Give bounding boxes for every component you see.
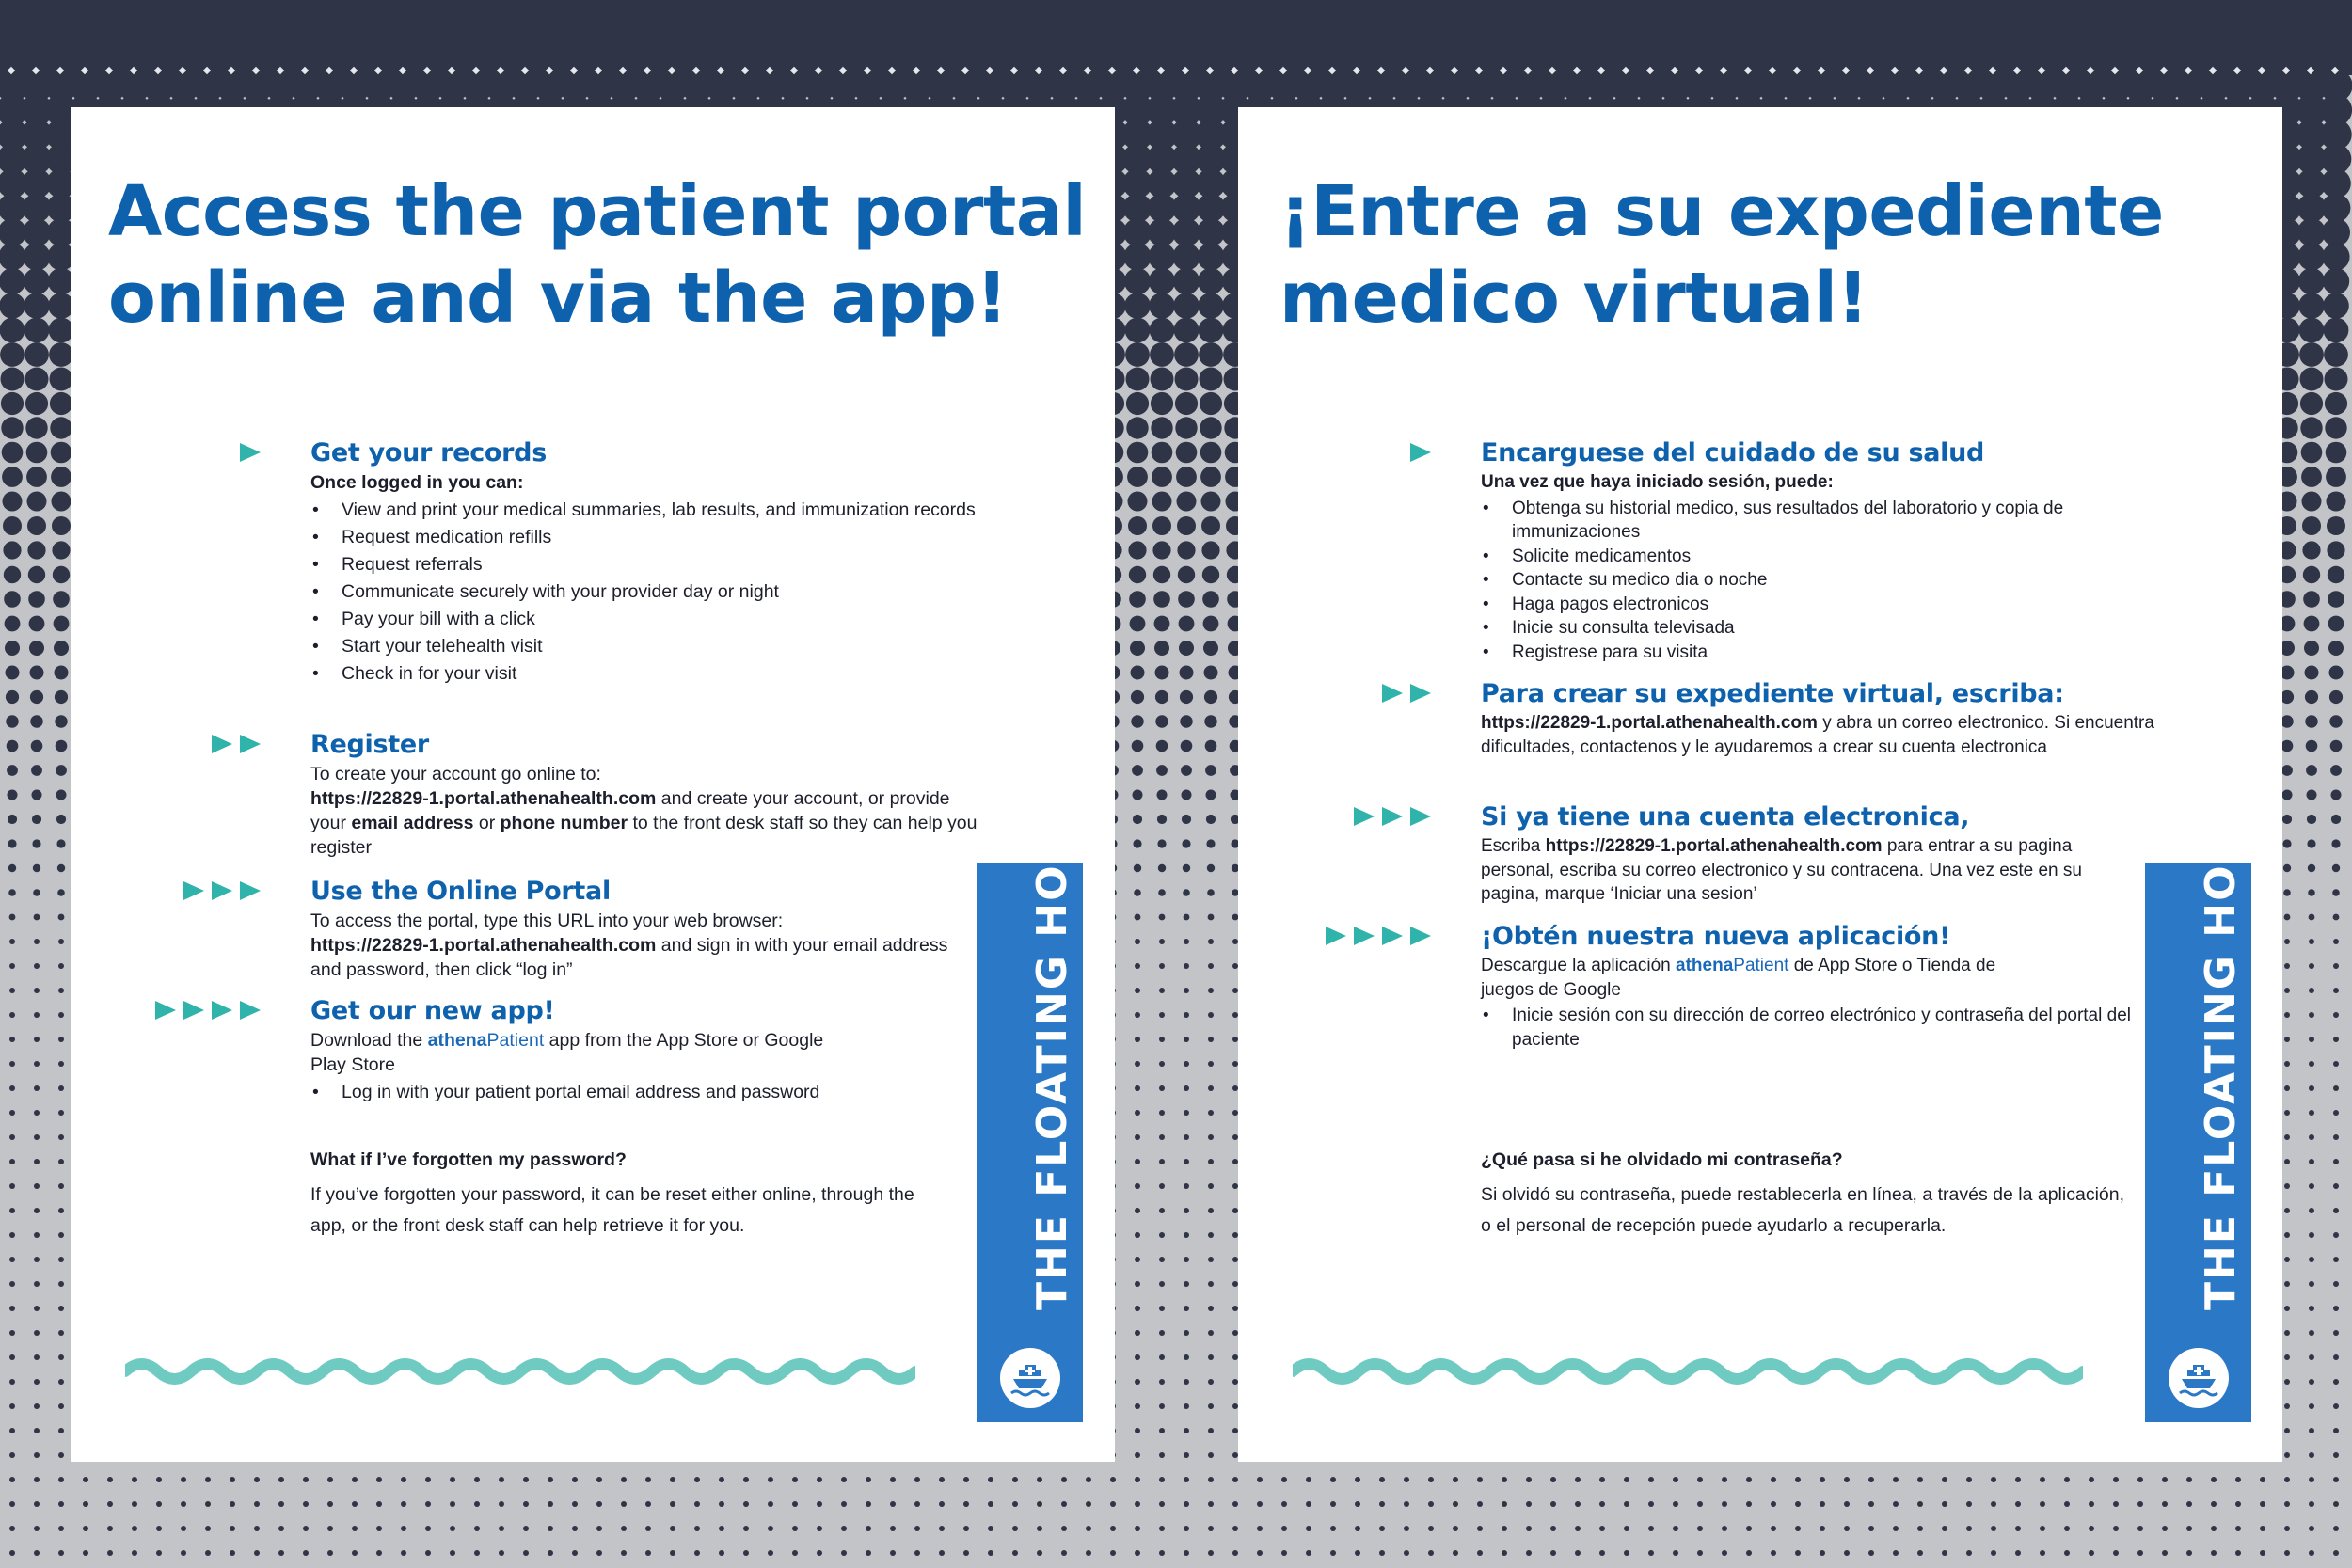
section-body: [310, 470, 988, 688]
faq-question: What if I’ve forgotten my password?: [310, 1149, 627, 1170]
arrow-icon: [240, 881, 261, 900]
arrow-marker: [1410, 436, 1431, 468]
list-item: • Request referrals: [310, 551, 988, 578]
list-item: • Check in for your visit: [310, 660, 988, 688]
arrow-icon: [1410, 684, 1431, 703]
section-body: [1481, 954, 2008, 1002]
app-text-post: de App Store o Tienda de juegos de Google: [1481, 956, 1996, 1000]
section-body: [310, 909, 960, 982]
arrow-icon: [1410, 443, 1431, 462]
arrow-marker: [212, 728, 261, 760]
portal-line-1: To access the portal, type this URL into your web browser:: [310, 911, 784, 931]
arrow-icon: [240, 735, 261, 753]
email-address-text: email address: [351, 813, 474, 833]
register-text-end: to the front desk staff so they can help you register: [310, 813, 977, 858]
arrow-icon: [1326, 927, 1346, 945]
arrow-icon: [1382, 684, 1403, 703]
section-body: [1481, 470, 2177, 664]
athena-patient-brand: [428, 1030, 545, 1051]
section-body: [1481, 834, 2139, 907]
app-list: [1481, 1004, 2158, 1052]
arrow-marker: [155, 994, 261, 1026]
section-heading: Encarguese del cuidado de su salud: [1481, 438, 1985, 467]
section-heading: Para crear su expediente virtual, escriba:: [1481, 679, 2064, 708]
create-paragraph: [1481, 711, 2177, 759]
section-health: [1481, 436, 2177, 664]
faq-answer: If you’ve forgotten your password, it can be reset either online, through the app, or the front desk staff can help retrieve it for you.: [310, 1184, 914, 1236]
app-text-pre: Download the: [310, 1030, 428, 1051]
list-item: • Solicite medicamentos: [1481, 545, 2177, 569]
section-online-portal: [310, 875, 1025, 982]
arrow-marker: [1326, 920, 1431, 952]
ship-logo-icon: [1000, 1348, 1060, 1408]
arrow-icon: [240, 443, 261, 462]
section-new-app: [310, 994, 988, 1106]
list-item: • Log in with your patient portal email address and password: [310, 1079, 988, 1106]
register-or: or: [473, 813, 501, 833]
section-heading: Get our new app!: [310, 996, 555, 1025]
wave-decoration: [1293, 1353, 2083, 1390]
list-item: • Inicie sesión con su dirección de correo electrónico y contraseña del portal del paciente: [1481, 1004, 2158, 1052]
section-intro: Una vez que haya iniciado sesión, puede:: [1481, 472, 1834, 492]
section-register: [310, 728, 988, 860]
list-item: • Communicate securely with your provider day or night: [310, 578, 988, 606]
arrow-icon: [155, 1001, 176, 1020]
section-heading: ¡Obtén nuestra nueva aplicación!: [1481, 922, 1951, 951]
faq-password: [310, 1146, 988, 1242]
account-text: para entrar a su pagina personal, escriba su correo electronico y su contracena. Una vez este en su pagina, marque ‘Iniciar una sesion’: [1481, 836, 2082, 904]
arrow-icon: [1410, 807, 1431, 826]
list-item: • Pay your bill with a click: [310, 606, 988, 633]
brand-name: THE FLOATING HOSPITAL: [1028, 693, 1076, 1310]
section-body: [310, 1028, 837, 1077]
account-text-pre: Escriba: [1481, 836, 1546, 856]
register-line-1: To create your account go online to:: [310, 764, 601, 784]
list-item: • View and print your medical summaries, lab results, and immunization records: [310, 497, 988, 524]
app-text-post: app from the App Store or Google Play Store: [310, 1030, 824, 1075]
section-body: [1481, 711, 2177, 759]
brand-patient: Patient: [486, 1030, 545, 1051]
arrow-icon: [1354, 927, 1375, 945]
athena-patient-brand: [1676, 956, 1788, 975]
faq-question: ¿Qué pasa si he olvidado mi contraseña?: [1481, 1149, 1843, 1170]
arrow-icon: [1410, 927, 1431, 945]
portal-url[interactable]: https://22829-1.portal.athenahealth.com: [310, 788, 657, 809]
floating-hospital-banner: [2145, 693, 2251, 1422]
app-paragraph: [310, 1028, 837, 1077]
portal-url[interactable]: https://22829-1.portal.athenahealth.com: [310, 935, 657, 956]
faq-password: [1481, 1146, 2158, 1242]
section-heading: Use the Online Portal: [310, 877, 611, 906]
section-existing-account: [1481, 800, 2139, 907]
section-heading: Get your records: [310, 438, 547, 467]
account-paragraph: [1481, 834, 2139, 907]
arrow-icon: [1354, 807, 1375, 826]
list-item: • Obtenga su historial medico, sus resultados del laboratorio y copia de immunizaciones: [1481, 497, 2177, 545]
arrow-marker: [183, 875, 261, 907]
brand-name: THE FLOATING HOSPITAL: [2197, 693, 2245, 1310]
brand-athena: athena: [427, 1030, 487, 1051]
arrow-icon: [1382, 927, 1403, 945]
floating-hospital-banner: [977, 693, 1083, 1422]
arrow-icon: [183, 1001, 204, 1020]
title-line-2: online and via the app!: [108, 258, 1008, 339]
title-line-1: Access the patient portal: [108, 171, 1087, 252]
app-paragraph: [1481, 954, 2008, 1002]
wave-decoration: [125, 1353, 915, 1390]
portal-url[interactable]: https://22829-1.portal.athenahealth.com: [1481, 713, 1818, 733]
brand-patient: Patient: [1733, 956, 1789, 975]
app-text-pre: Descargue la aplicación: [1481, 956, 1677, 975]
faq-answer: Si olvidó su contraseña, puede restablecerla en línea, a través de la aplicación, o el personal de recepción puede ayudarlo a recuperarla.: [1481, 1184, 2125, 1236]
list-item: • Inicie su consulta televisada: [1481, 616, 2177, 641]
health-list: [1481, 497, 2177, 665]
title-line-1: ¡Entre a su expediente: [1279, 171, 2164, 252]
page-title: [108, 168, 1086, 341]
arrow-marker: [1382, 677, 1431, 709]
create-text: y abra un correo electronico. Si encuentra dificultades, contactenos y le ayudaremos a crear su cuenta electronica: [1481, 713, 2154, 757]
list-item: • Contacte su medico dia o noche: [1481, 568, 2177, 593]
list-item: • Registrese para su visita: [1481, 641, 2177, 665]
arrow-icon: [240, 1001, 261, 1020]
spanish-flyer: [1238, 107, 2282, 1462]
page-title: [1279, 168, 2164, 341]
app-list: [310, 1079, 988, 1106]
brand-athena: athena: [1676, 956, 1734, 975]
ship-logo-icon: [2169, 1348, 2229, 1408]
register-text: and create your account, or provide your: [310, 788, 950, 833]
arrow-icon: [212, 881, 232, 900]
arrow-marker: [240, 436, 261, 468]
section-heading: Si ya tiene una cuenta electronica,: [1481, 802, 1970, 832]
phone-number-text: phone number: [500, 813, 628, 833]
arrow-icon: [1382, 807, 1403, 826]
arrow-icon: [212, 1001, 232, 1020]
portal-text: and sign in with your email address and password, then click “log in”: [310, 935, 948, 980]
portal-url[interactable]: https://22829-1.portal.athenahealth.com: [1545, 836, 1883, 856]
section-new-app: [1481, 920, 2158, 1052]
portal-paragraph: [310, 933, 960, 982]
records-list: [310, 497, 988, 688]
english-flyer: [71, 107, 1115, 1462]
arrow-marker: [1354, 800, 1431, 832]
list-item: • Start your telehealth visit: [310, 633, 988, 660]
register-paragraph: [310, 786, 988, 860]
list-item: • Haga pagos electronicos: [1481, 593, 2177, 617]
arrow-icon: [183, 881, 204, 900]
arrow-icon: [212, 735, 232, 753]
list-item: • Request medication refills: [310, 524, 988, 551]
section-get-records: [310, 436, 988, 688]
title-line-2: medico virtual!: [1279, 258, 1868, 339]
section-heading: Register: [310, 730, 429, 759]
section-intro: Once logged in you can:: [310, 472, 524, 493]
section-body: [310, 762, 988, 860]
section-create-account: [1481, 677, 2177, 759]
